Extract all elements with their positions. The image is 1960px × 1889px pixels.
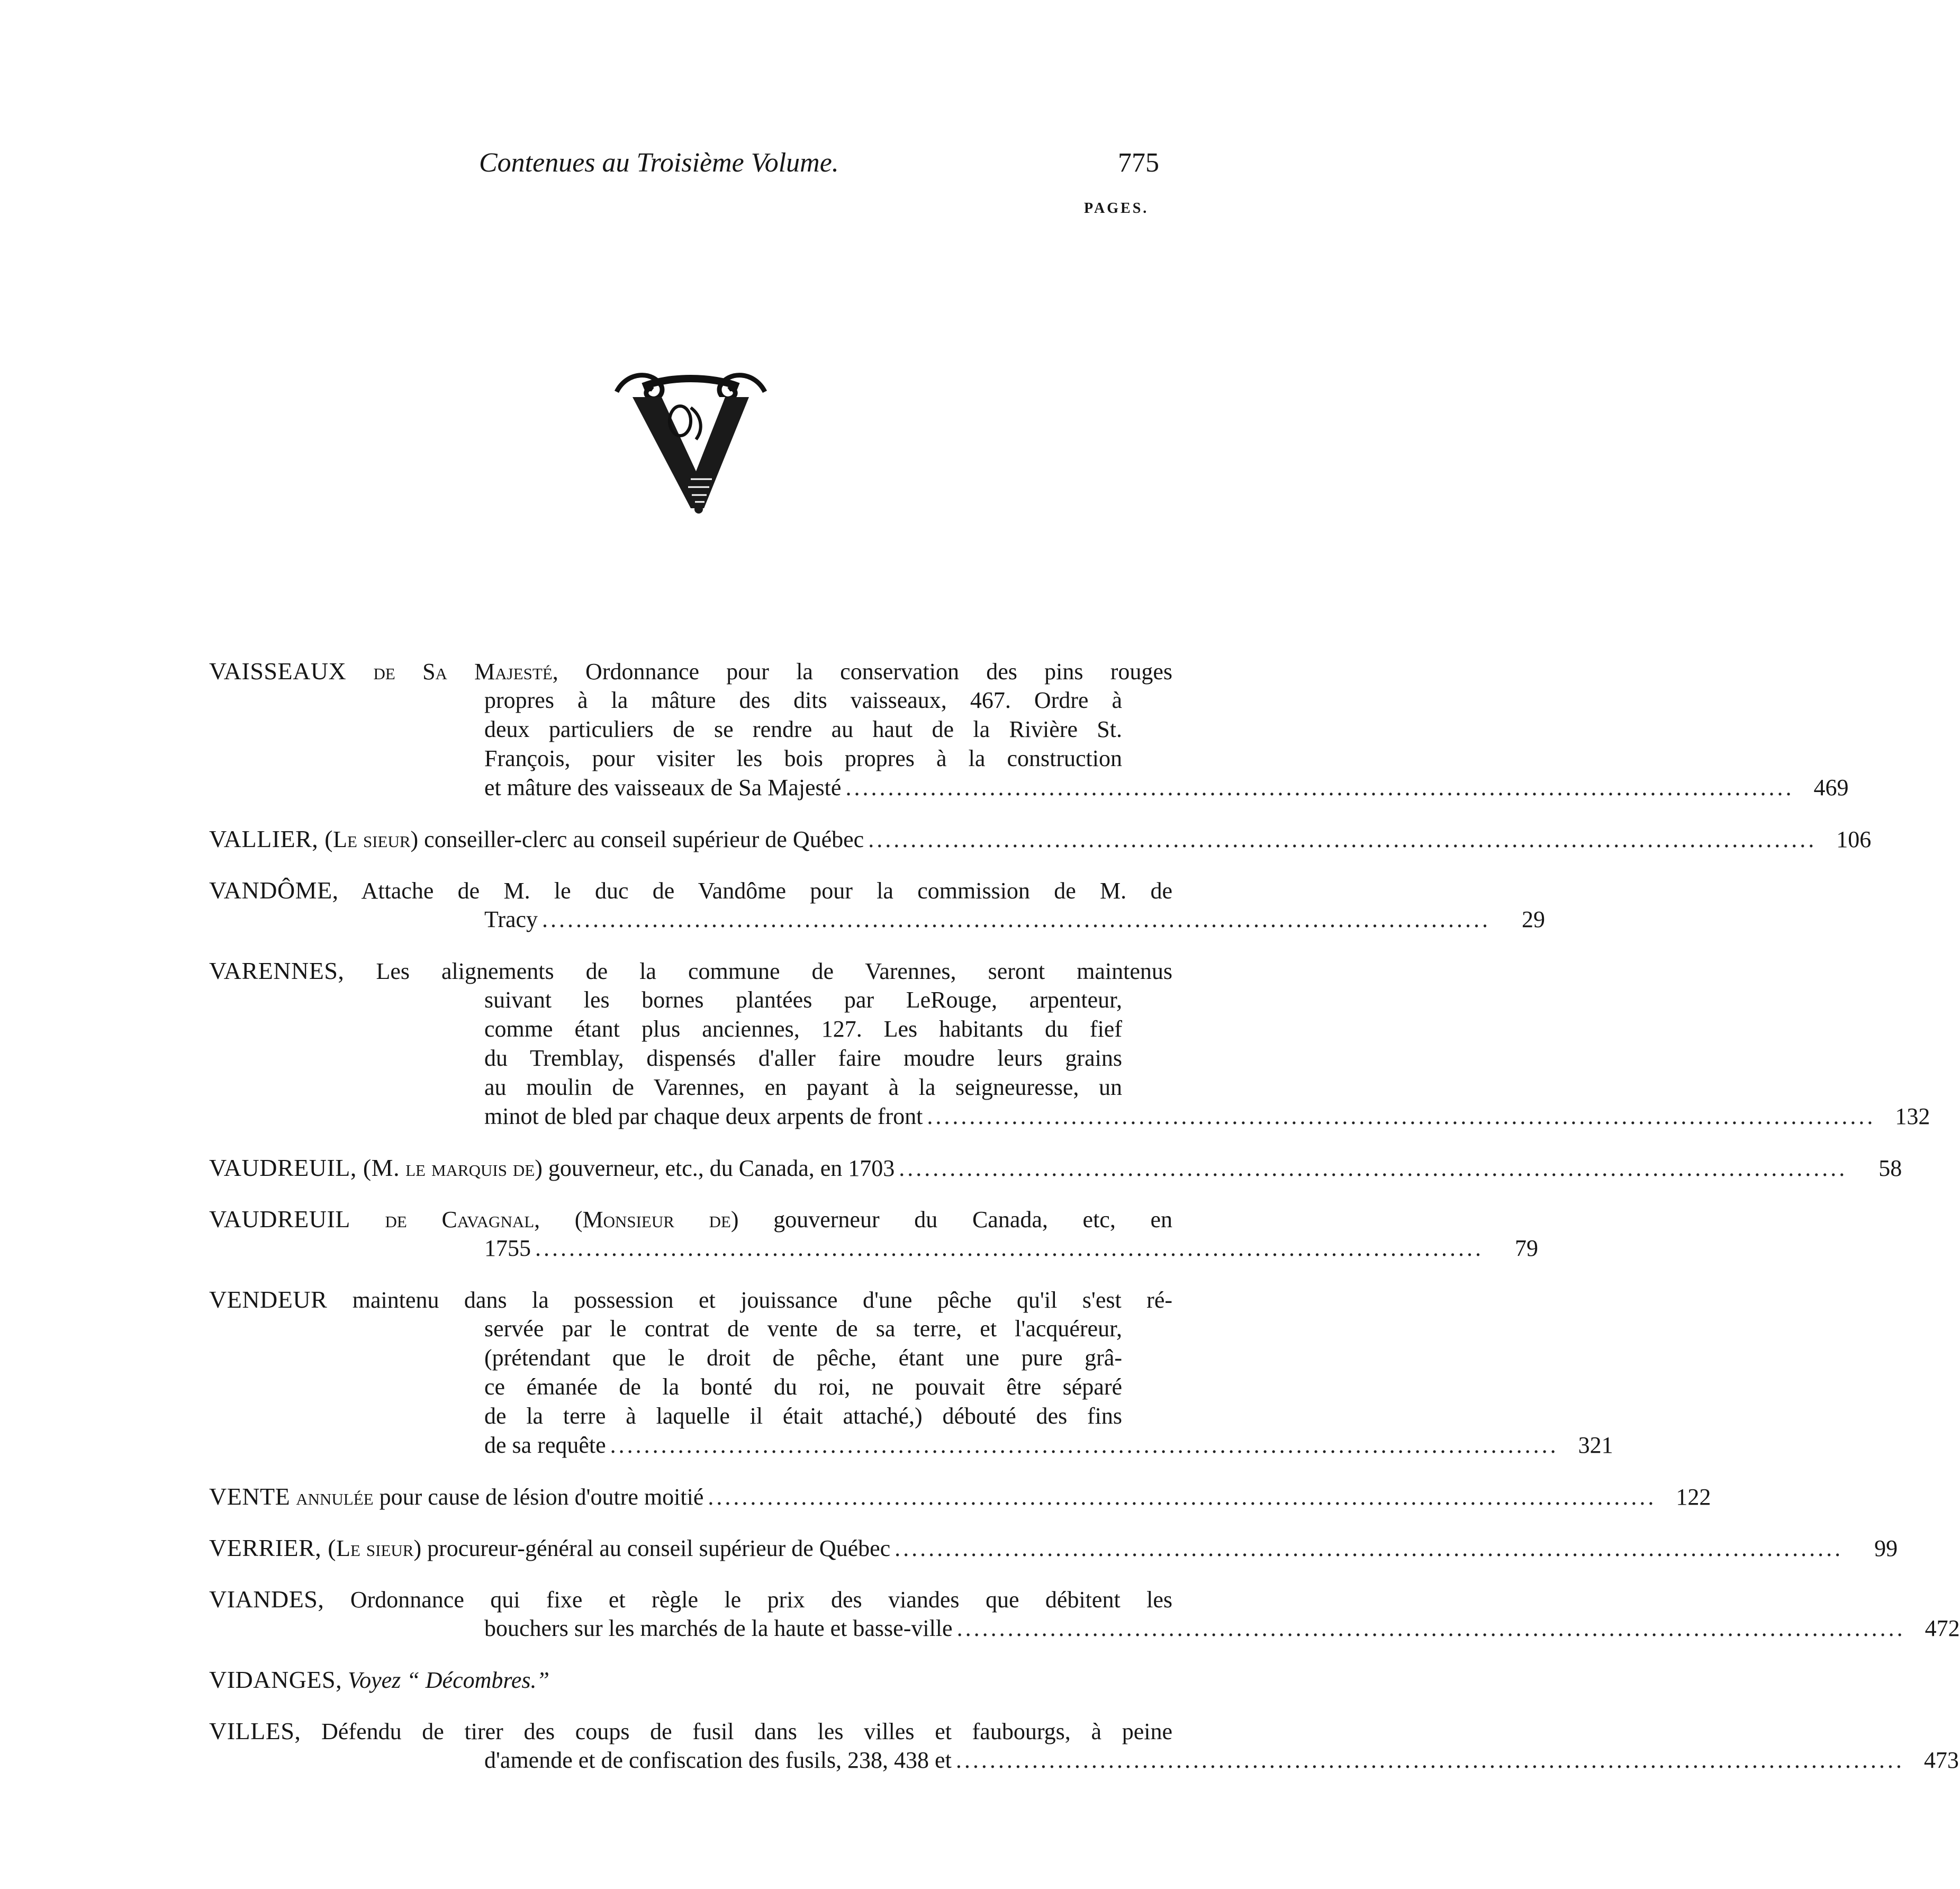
entry-continuation — [209, 1044, 1172, 1073]
leader-dots: ................................................................................................................ — [845, 775, 1794, 800]
index-entry — [209, 876, 1546, 934]
entry-first-line — [209, 1204, 1172, 1234]
index-entry — [209, 1204, 1538, 1263]
entry-last-line — [209, 1234, 1538, 1263]
entry-page-ref: 132 — [1895, 1103, 1930, 1129]
entry-last-line — [209, 1746, 1959, 1775]
leader-dots: ................................................................................................................ — [927, 1103, 1876, 1129]
entry-heading-smallcaps: le marquis de — [405, 1155, 535, 1181]
entry-line: suivant les bornes plantées par LeRouge, arpenteur, — [484, 987, 1122, 1013]
entry-heading-smallcaps: de Cavagnal, (Monsieur de) — [385, 1207, 739, 1233]
entry-heading: VILLES, — [209, 1717, 301, 1744]
entry-heading: VIDANGES, — [209, 1666, 342, 1693]
entry-continuation — [209, 744, 1172, 773]
entry-heading-smallcaps: de Sa Majesté, — [373, 659, 558, 685]
entry-last-line — [209, 1482, 1711, 1511]
entry-last-line — [209, 1153, 1902, 1182]
entry-last-line — [209, 1102, 1930, 1131]
entry-line: servée par le contrat de vente de sa terre, et l'acquéreur, — [484, 1316, 1122, 1342]
leader-dots: ................................................................................................................ — [899, 1155, 1848, 1181]
entry-continuation — [209, 1401, 1172, 1431]
entry-last-line — [209, 905, 1546, 934]
index-entry — [209, 1285, 1613, 1460]
leader-dots: ................................................................................................................ — [708, 1484, 1657, 1510]
entry-heading: VALLIER, ( — [209, 825, 333, 852]
index-entries — [209, 656, 1960, 1797]
ornamental-initial-svg — [611, 371, 770, 514]
entry-last-line — [209, 1614, 1960, 1643]
entry-continuation — [209, 1073, 1172, 1102]
entry-line: François, pour visiter les bois propres à la construction — [484, 745, 1122, 771]
entry-heading-smallcaps: Le sieur — [333, 826, 411, 852]
entry-heading: VAUDREUIL, (M. — [209, 1154, 400, 1181]
entry-heading: VARENNES, — [209, 957, 345, 984]
entry-line: de la terre à laquelle il était attaché,) débouté des fins — [484, 1403, 1122, 1429]
entry-page-ref: 99 — [1874, 1535, 1898, 1561]
entry-first-line — [209, 656, 1172, 686]
entry-page-ref: 106 — [1836, 826, 1872, 852]
entry-first-line — [209, 1533, 890, 1563]
entry-heading: VAUDREUIL — [209, 1206, 350, 1233]
entry-heading: VIANDES, — [209, 1586, 324, 1613]
index-entry — [209, 1585, 1960, 1643]
index-entry — [209, 1716, 1959, 1775]
leader-dots: ................................................................................................................ — [895, 1535, 1844, 1561]
entry-first-line — [209, 1665, 1172, 1694]
entry-text: gouverneur du Canada, etc, en — [773, 1207, 1173, 1233]
entry-line: d'amende et de confiscation des fusils, 238, 438 et — [484, 1747, 952, 1773]
entry-page-ref: 58 — [1878, 1155, 1902, 1181]
entry-continuation — [209, 686, 1172, 715]
entry-heading-smallcaps: Le sieur — [336, 1535, 414, 1561]
entry-heading: VENDEUR — [209, 1286, 328, 1313]
entry-heading: VANDÔME, — [209, 877, 339, 904]
index-entry — [209, 824, 1872, 853]
entry-page-ref: 29 — [1522, 906, 1546, 932]
index-entry — [209, 956, 1930, 1131]
index-entry — [209, 656, 1849, 802]
entry-line: au moulin de Varennes, en payant à la seigneuresse, un — [484, 1074, 1122, 1100]
entry-last-line — [209, 773, 1849, 802]
leader-dots: ................................................................................................................ — [956, 1615, 1905, 1641]
page-number: 775 — [1118, 148, 1159, 178]
entry-last-line — [209, 1431, 1613, 1460]
entry-heading: VENTE — [209, 1483, 291, 1510]
entry-heading: VAISSEAUX — [209, 658, 347, 685]
entry-line: (prétendant que le droit de pêche, étant une pure grâ- — [484, 1345, 1122, 1371]
leader-dots: ................................................................................................................ — [610, 1432, 1559, 1458]
entry-text: ) gouverneur, etc., du Canada, en 1703 — [535, 1155, 895, 1181]
entry-line: Tracy — [484, 906, 538, 932]
entry-line: bouchers sur les marchés de la haute et basse-ville — [484, 1615, 953, 1641]
running-title: Contenues au Troisième Volume. — [479, 148, 839, 178]
entry-continuation — [209, 715, 1172, 744]
entry-first-line — [209, 1716, 1172, 1746]
entry-text: Attache de M. le duc de Vandôme pour la commission de M. de — [361, 878, 1172, 904]
entry-first-line — [209, 824, 864, 854]
leader-dots: ................................................................................................................ — [868, 826, 1817, 852]
entry-first-line — [209, 1585, 1172, 1614]
entry-last-line — [209, 824, 1872, 853]
leader-dots: ................................................................................................................ — [535, 1235, 1484, 1261]
entry-first-line — [209, 1482, 703, 1512]
entry-text: Les alignements de la commune de Varennes, seront maintenus — [376, 958, 1172, 984]
entry-text: maintenu dans la possession et jouissance d'une pêche qu'il s'est ré- — [352, 1287, 1172, 1313]
entry-continuation — [209, 1372, 1172, 1401]
entry-page-ref: 473 — [1923, 1747, 1959, 1773]
entry-line: propres à la mâture des dits vaisseaux, 467. Ordre à — [484, 687, 1122, 713]
index-entry — [209, 1482, 1711, 1511]
entry-heading: VERRIER, ( — [209, 1534, 337, 1561]
index-entry — [209, 1533, 1898, 1562]
entry-page-ref: 122 — [1676, 1484, 1711, 1510]
entry-line: minot de bled par chaque deux arpents de front — [484, 1103, 923, 1129]
entry-line: 1755 — [484, 1235, 531, 1261]
index-entry — [209, 1665, 1172, 1694]
entry-continuation — [209, 985, 1172, 1014]
entry-line: ce émanée de la bonté du roi, ne pouvait être séparé — [484, 1374, 1122, 1400]
index-entry — [209, 1153, 1902, 1182]
leader-dots: ................................................................................................................ — [955, 1747, 1904, 1773]
entry-line: et mâture des vaisseaux de Sa Majesté — [484, 775, 842, 800]
entry-line: du Tremblay, dispensés d'aller faire moudre leurs grains — [484, 1045, 1122, 1071]
entry-first-line — [209, 1285, 1172, 1314]
entry-text: ) conseiller-clerc au conseil supérieur de Québec — [410, 826, 864, 852]
entry-first-line — [209, 1153, 895, 1183]
running-head — [0, 147, 1205, 190]
entry-text: pour cause de lésion d'outre moitié — [379, 1484, 704, 1510]
entry-text: ) procureur-général au conseil supérieur de Québec — [413, 1535, 891, 1561]
entry-line: comme étant plus anciennes, 127. Les habitants du fief — [484, 1016, 1122, 1042]
entry-line: deux particuliers de se rendre au haut de la Rivière St. — [484, 716, 1122, 742]
entry-continuation — [209, 1343, 1172, 1372]
entry-text: Défendu de tirer des coups de fusil dans les villes et faubourgs, à peine — [321, 1719, 1172, 1744]
entry-first-line — [209, 876, 1172, 905]
ornamental-initial-v-icon — [611, 371, 770, 514]
entry-continuation — [209, 1014, 1172, 1044]
entry-line: de sa requête — [484, 1432, 606, 1458]
entry-continuation — [209, 1314, 1172, 1343]
pages-column-label: PAGES. — [1084, 200, 1149, 217]
entry-page-ref: 472 — [1925, 1615, 1960, 1641]
entry-page-ref: 321 — [1578, 1432, 1613, 1458]
entry-heading-smallcaps: annulée — [296, 1484, 374, 1510]
entry-page-ref: 79 — [1515, 1235, 1538, 1261]
entry-first-line — [209, 956, 1172, 985]
leader-dots: ................................................................................................................ — [542, 906, 1491, 932]
entry-cross-reference: Voyez “ Décombres.” — [348, 1667, 549, 1693]
entry-last-line — [209, 1533, 1898, 1562]
entry-text: Ordonnance qui fixe et règle le prix des viandes que débitent les — [350, 1587, 1172, 1613]
entry-text: Ordonnance pour la conservation des pins rouges — [585, 659, 1173, 685]
entry-page-ref: 469 — [1813, 775, 1849, 800]
